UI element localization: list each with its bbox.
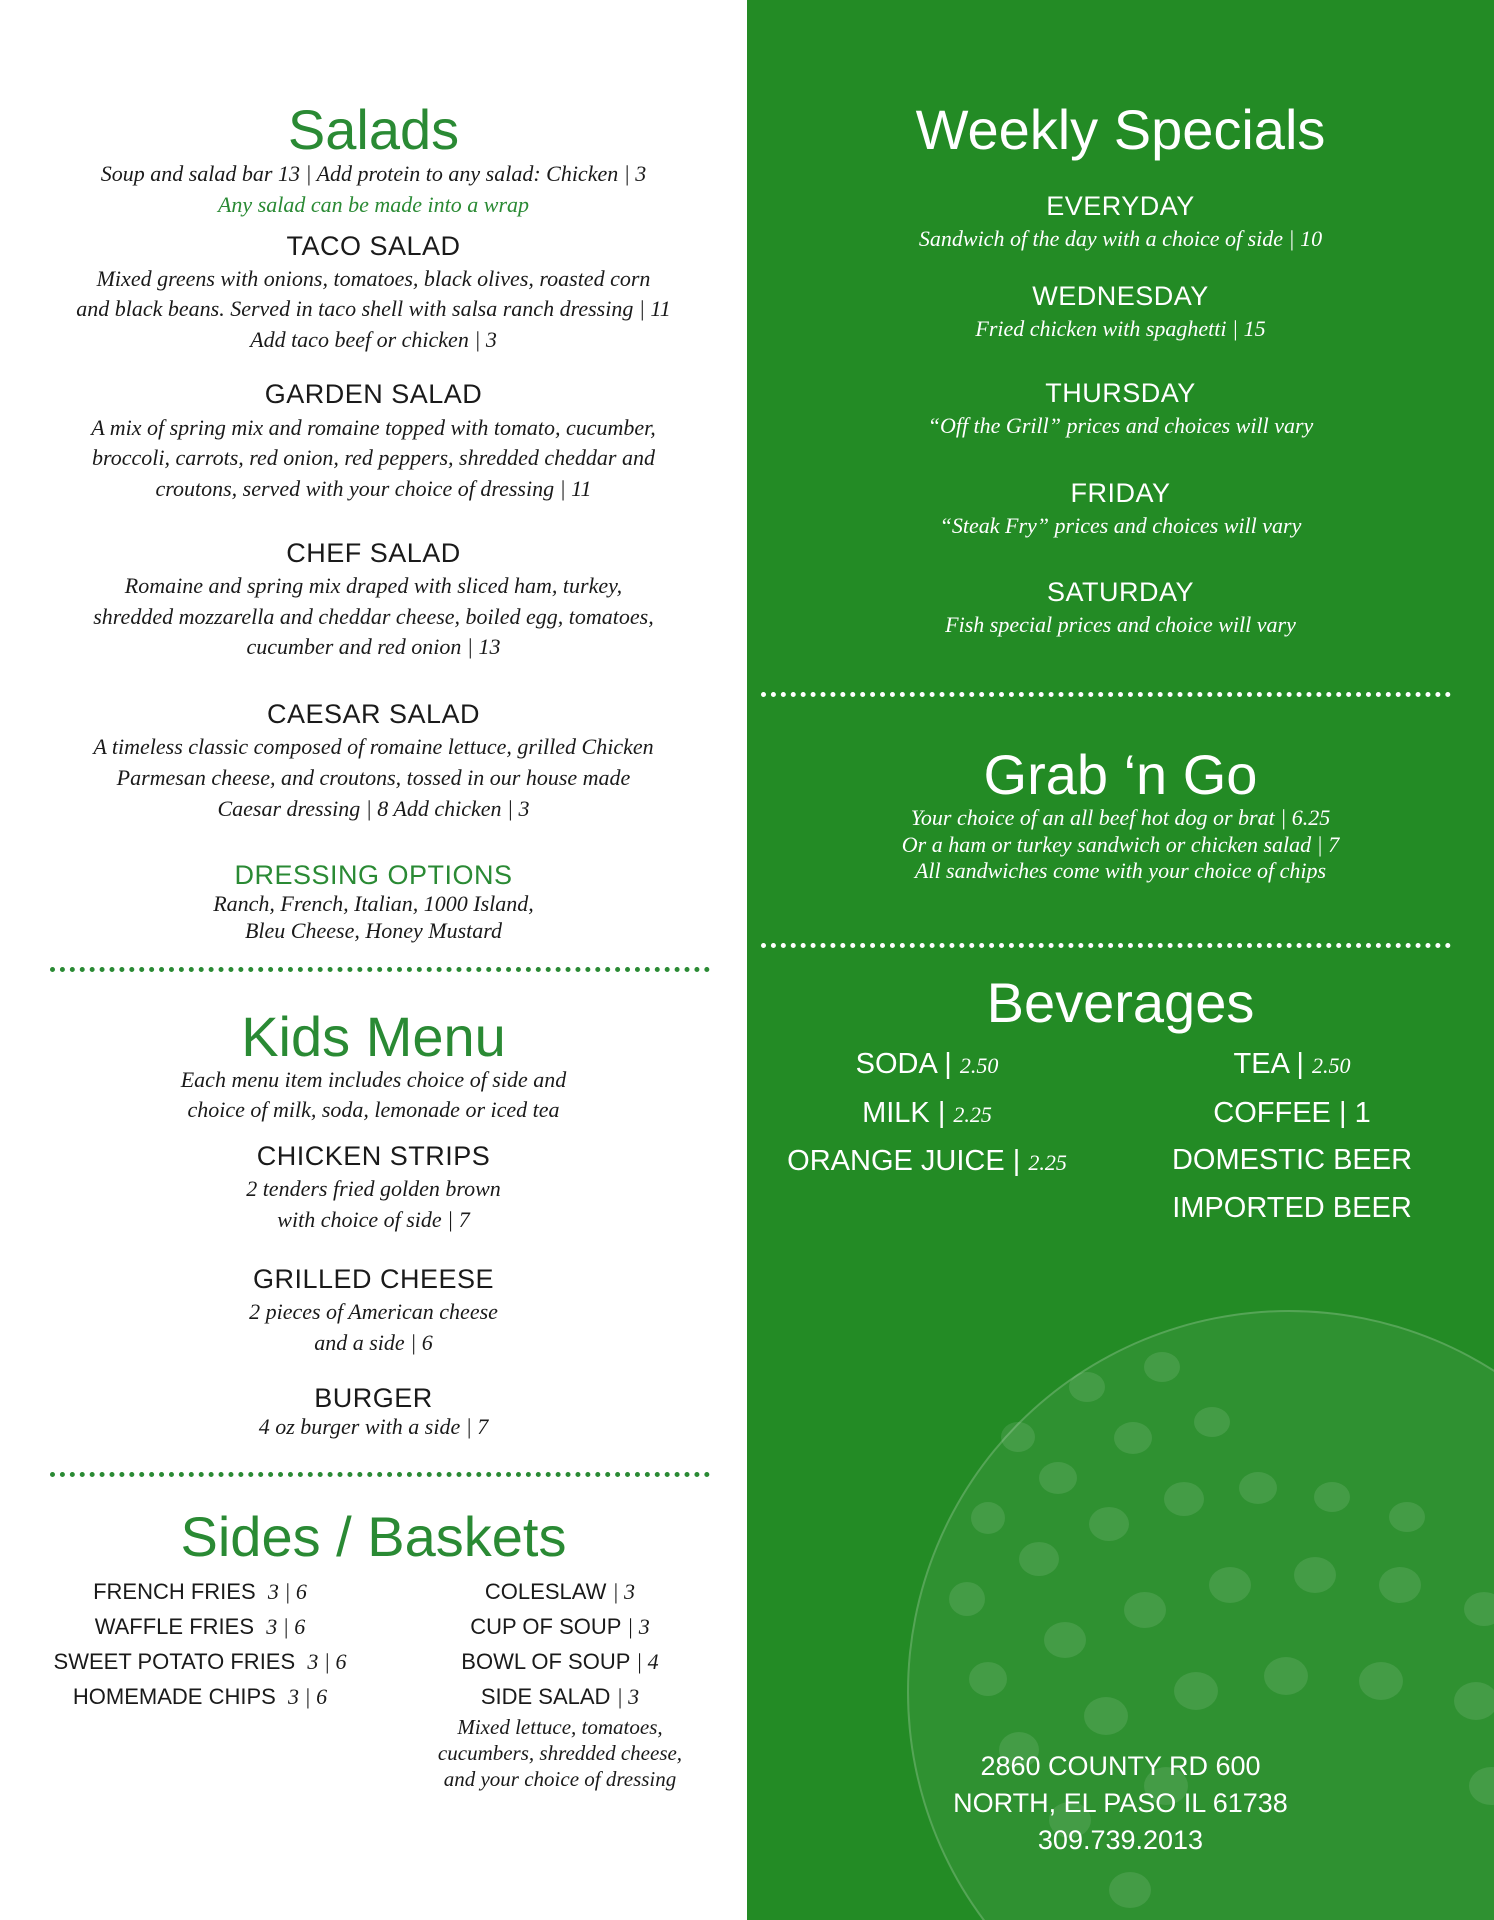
side-salad-desc-2: cucumbers, shredded cheese, <box>437 1741 683 1765</box>
address-line-1: 2860 COUNTY RD 600 <box>980 1751 1261 1781</box>
divider <box>50 967 710 972</box>
chicken-strips-desc-1: 2 tenders fried golden brown <box>246 1176 501 1201</box>
garden-salad-name: GARDEN SALAD <box>264 379 483 409</box>
sides-right-column <box>400 1574 720 1792</box>
divider <box>761 943 1451 948</box>
garden-salad-desc-2: broccoli, carrots, red onion, red peppers, shredded cheddar and <box>92 445 655 470</box>
beverage-item: COFFEE | 1 <box>1213 1096 1371 1129</box>
special-day: SATURDAY <box>1046 577 1194 607</box>
chef-salad-desc-3: cucumber and red onion | 13 <box>246 634 501 659</box>
dressing-line-1: Ranch, French, Italian, 1000 Island, <box>213 891 534 916</box>
special-day: WEDNESDAY <box>1032 281 1209 311</box>
side-item: SWEET POTATO FRIES 3 | 6 <box>53 1649 347 1674</box>
taco-salad-desc-1: Mixed greens with onions, tomatoes, black olives, roasted corn <box>96 266 651 291</box>
caesar-salad-name: CAESAR SALAD <box>266 699 481 729</box>
kids-title: Kids Menu <box>241 1005 506 1068</box>
address-block <box>747 1748 1494 1859</box>
grab-line-3: All sandwiches come with your choice of chips <box>914 858 1327 883</box>
chicken-strips-name: CHICKEN STRIPS <box>256 1141 491 1171</box>
special-day: THURSDAY <box>1045 378 1196 408</box>
grilled-cheese-name: GRILLED CHEESE <box>252 1264 495 1294</box>
side-item: COLESLAW | 3 <box>484 1579 636 1604</box>
salads-title: Salads <box>287 98 460 161</box>
divider <box>761 692 1451 697</box>
caesar-salad-desc-3: Caesar dressing | 8 Add chicken | 3 <box>217 796 530 821</box>
beverage-item: ORANGE JUICE | 2.25 <box>787 1145 1067 1177</box>
beverage-item: IMPORTED BEER <box>1172 1191 1412 1224</box>
garden-salad-desc-1: A mix of spring mix and romaine topped with tomato, cucumber, <box>91 415 656 440</box>
side-item: WAFFLE FRIES 3 | 6 <box>94 1614 306 1639</box>
special-desc: “Off the Grill” prices and choices will vary <box>927 413 1314 438</box>
sides-left-column <box>40 1574 360 1714</box>
garden-salad-desc-3: croutons, served with your choice of dressing | 11 <box>155 476 592 501</box>
chicken-strips-desc-2: with choice of side | 7 <box>277 1207 470 1232</box>
burger-name: BURGER <box>314 1383 433 1413</box>
address-line-2: NORTH, EL PASO IL 61738 <box>953 1788 1288 1818</box>
grab-line-2: Or a ham or turkey sandwich or chicken salad | 7 <box>901 832 1340 857</box>
grilled-cheese-desc-2: and a side | 6 <box>314 1330 433 1355</box>
grab-line-1: Your choice of an all beef hot dog or brat | 6.25 <box>910 805 1331 830</box>
phone-number: 309.739.2013 <box>1037 1825 1204 1855</box>
grab-title: Grab ‘n Go <box>983 743 1258 806</box>
beverage-item: DOMESTIC BEER <box>1171 1144 1413 1176</box>
chef-salad-name: CHEF SALAD <box>286 538 461 568</box>
side-item: BOWL OF SOUP | 4 <box>461 1649 659 1674</box>
grilled-cheese-desc-1: 2 pieces of American cheese <box>249 1299 498 1324</box>
beverages-left-column <box>767 1041 1087 1187</box>
burger-desc: 4 oz burger with a side | 7 <box>258 1414 489 1439</box>
side-item: FRENCH FRIES 3 | 6 <box>93 1579 307 1604</box>
side-salad-desc-3: and your choice of dressing <box>443 1767 677 1791</box>
taco-salad-desc-2: and black beans. Served in taco shell with salsa ranch dressing | 11 <box>76 296 671 321</box>
wrap-note: Any salad can be made into a wrap <box>217 192 530 217</box>
special-desc: Fish special prices and choice will vary <box>945 612 1296 637</box>
divider <box>50 1472 710 1477</box>
taco-salad-desc-3: Add taco beef or chicken | 3 <box>250 327 497 352</box>
salads-intro: Soup and salad bar 13 | Add protein to any salad: Chicken | 3 <box>100 161 647 186</box>
side-item: SIDE SALAD | 3 <box>480 1684 640 1709</box>
side-salad-desc-1: Mixed lettuce, tomatoes, <box>457 1715 663 1739</box>
beverage-item: MILK | 2.25 <box>862 1096 992 1129</box>
beverages-right-column <box>1122 1041 1462 1232</box>
special-desc: “Steak Fry” prices and choices will vary <box>939 513 1302 538</box>
dressing-line-2: Bleu Cheese, Honey Mustard <box>244 918 502 943</box>
sides-title: Sides / Baskets <box>180 1505 567 1568</box>
chef-salad-desc-1: Romaine and spring mix draped with sliced ham, turkey, <box>124 573 623 598</box>
caesar-salad-desc-1: A timeless classic composed of romaine lettuce, grilled Chicken <box>93 734 654 759</box>
kids-intro-1: Each menu item includes choice of side and <box>180 1067 567 1092</box>
specials-title: Weekly Specials <box>915 98 1326 161</box>
special-day: FRIDAY <box>1070 478 1171 508</box>
taco-salad-name: TACO SALAD <box>286 231 461 261</box>
special-day: EVERYDAY <box>1046 191 1195 221</box>
beverage-item: SODA | 2.50 <box>855 1048 999 1080</box>
beverage-item: TEA | 2.50 <box>1233 1048 1351 1080</box>
special-desc: Fried chicken with spaghetti | 15 <box>975 316 1266 341</box>
chef-salad-desc-2: shredded mozzarella and cheddar cheese, boiled egg, tomatoes, <box>93 604 654 629</box>
beverages-title: Beverages <box>986 971 1255 1034</box>
right-panel <box>747 0 1494 1920</box>
kids-intro-2: choice of milk, soda, lemonade or iced tea <box>187 1097 560 1122</box>
special-desc: Sandwich of the day with a choice of side | 10 <box>918 226 1323 251</box>
side-item: CUP OF SOUP | 3 <box>470 1614 650 1639</box>
dressing-heading: DRESSING OPTIONS <box>234 860 513 890</box>
caesar-salad-desc-2: Parmesan cheese, and croutons, tossed in our house made <box>116 765 631 790</box>
side-item: HOMEMADE CHIPS 3 | 6 <box>72 1684 328 1709</box>
